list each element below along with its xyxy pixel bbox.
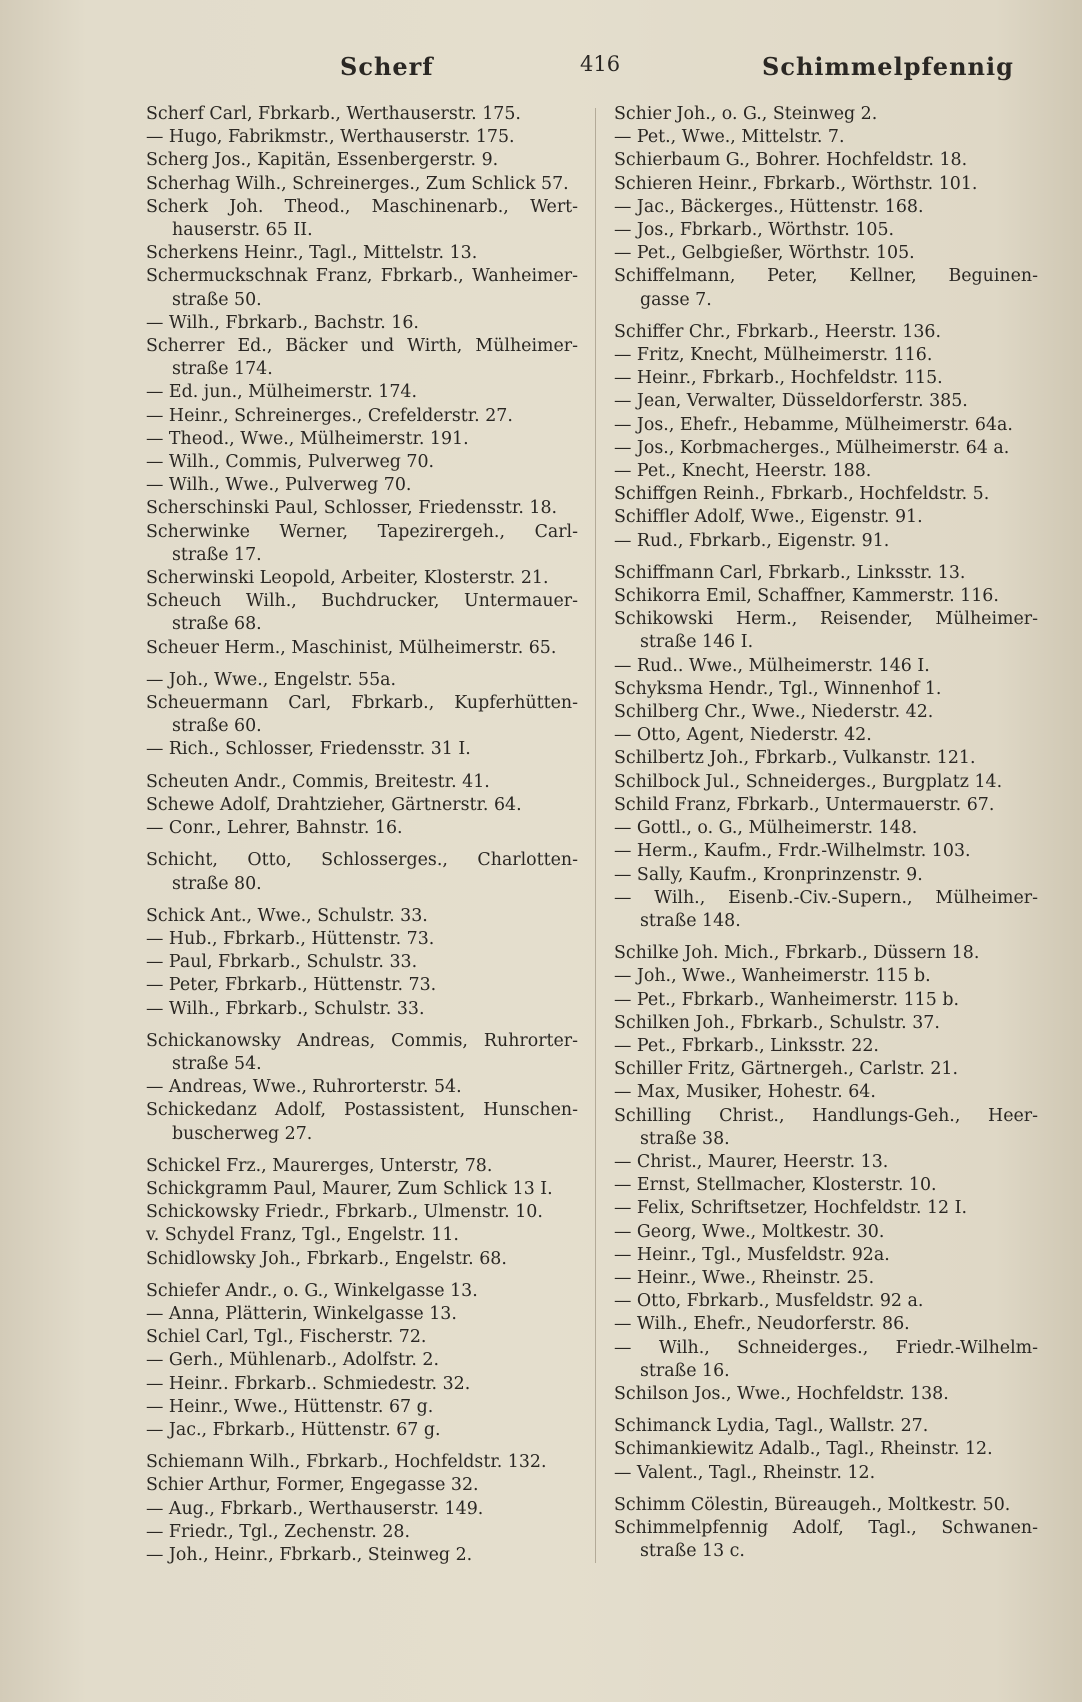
entry-line: — Paul, Fbrkarb., Schulstr. 33. xyxy=(146,952,418,973)
directory-entry xyxy=(146,497,578,520)
directory-entry xyxy=(146,521,578,567)
directory-entry xyxy=(146,1373,578,1396)
directory-entry xyxy=(146,771,578,794)
directory-entry xyxy=(146,1224,578,1247)
entry-line: — Hugo, Fabrikmstr., Werthauserstr. 175. xyxy=(146,127,515,148)
directory-entry xyxy=(614,437,1038,460)
entry-line: — Heinr., Wwe., Rheinstr. 25. xyxy=(614,1267,875,1288)
entry-line: — Otto, Agent, Niederstr. 42. xyxy=(614,725,872,746)
entry-line: Scherwinski Leopold, Arbeiter, Klosterstr. 21. xyxy=(146,568,549,589)
directory-entry xyxy=(146,1474,578,1497)
entry-line: — Pet., Gelbgießer, Wörthstr. 105. xyxy=(614,243,915,264)
entry-line: — Heinr., Tgl., Musfeldstr. 92a. xyxy=(614,1244,890,1265)
directory-entry xyxy=(614,942,1038,965)
entry-line: Schimankiewitz Adalb., Tagl., Rheinstr. 12. xyxy=(614,1439,993,1460)
entry-line: Schikowski Herm., Reisender, Mülheimer- xyxy=(614,609,1038,630)
entry-line: — Georg, Wwe., Moltkestr. 30. xyxy=(614,1221,885,1242)
entry-line: Schickanowsky Andreas, Commis, Ruhrorter- xyxy=(146,1030,578,1051)
entry-line: — Christ., Maurer, Heerstr. 13. xyxy=(614,1151,889,1172)
entry-continuation: gasse 7. xyxy=(640,289,712,310)
directory-entry xyxy=(614,321,1038,344)
directory-entry xyxy=(614,1494,1038,1517)
directory-entry xyxy=(146,1099,578,1145)
entry-line: — Gottl., o. G., Mülheimerstr. 148. xyxy=(614,818,918,839)
directory-entry xyxy=(614,562,1038,585)
entry-line: — Jos., Fbrkarb., Wörthstr. 105. xyxy=(614,220,895,241)
directory-entry xyxy=(146,1303,578,1326)
entry-line: — Rich., Schlosser, Friedensstr. 31 I. xyxy=(146,739,471,760)
right-column xyxy=(614,103,1038,1563)
directory-entry xyxy=(614,817,1038,840)
entry-line: Schier Joh., o. G., Steinweg 2. xyxy=(614,104,878,124)
directory-entry xyxy=(614,1438,1038,1461)
entry-line: Scherschinski Paul, Schlosser, Friedensstr. 18. xyxy=(146,498,558,519)
directory-entry xyxy=(146,998,578,1021)
entry-line: Scherkens Heinr., Tagl., Mittelstr. 13. xyxy=(146,243,478,264)
entry-line: — Herm., Kaufm., Frdr.-Wilhelmstr. 103. xyxy=(614,841,971,862)
entry-line: Schiemann Wilh., Fbrkarb., Hochfeldstr. 132. xyxy=(146,1452,547,1473)
entry-line: Schewe Adolf, Drahtzieher, Gärtnerstr. 64. xyxy=(146,794,522,815)
entry-line: — Heinr., Wwe., Hüttenstr. 67 g. xyxy=(146,1396,434,1417)
entry-line: Schieren Heinr., Fbrkarb., Wörthstr. 101. xyxy=(614,173,978,194)
directory-entry xyxy=(614,1105,1038,1151)
directory-entry xyxy=(614,989,1038,1012)
entry-line: — Jean, Verwalter, Düsseldorferstr. 385. xyxy=(614,391,968,412)
entry-line: — Pet., Fbrkarb., Wanheimerstr. 115 b. xyxy=(614,989,959,1010)
directory-entry xyxy=(614,1244,1038,1267)
directory-entry xyxy=(146,567,578,590)
entry-line: — Jos., Ehefr., Hebamme, Mülheimerstr. 64a. xyxy=(614,414,1013,435)
entry-line: Scherhag Wilh., Schreinerges., Zum Schlick 57. xyxy=(146,173,569,194)
entry-continuation: straße 174. xyxy=(172,359,273,380)
entry-line: Scherk Joh. Theod., Maschinenarb., Wert- xyxy=(146,196,578,217)
directory-entry xyxy=(614,701,1038,724)
directory-entry xyxy=(614,149,1038,172)
entry-line: Scheuch Wilh., Buchdrucker, Untermauer- xyxy=(146,591,578,612)
entry-line: Scherwinke Werner, Tapezirergeh., Carl- xyxy=(146,521,578,542)
directory-entry xyxy=(614,1035,1038,1058)
directory-entry xyxy=(146,1349,578,1372)
directory-entry xyxy=(146,928,578,951)
directory-entry xyxy=(146,1419,578,1442)
entry-line: Schilson Jos., Wwe., Hochfeldstr. 138. xyxy=(614,1383,949,1404)
entry-line: — Max, Musiker, Hohestr. 64. xyxy=(614,1082,876,1103)
entry-line: — Hub., Fbrkarb., Hüttenstr. 73. xyxy=(146,928,435,949)
directory-entry xyxy=(614,483,1038,506)
entry-line: — Andreas, Wwe., Ruhrorterstr. 54. xyxy=(146,1077,462,1098)
entry-line: — Conr., Lehrer, Bahnstr. 16. xyxy=(146,818,403,839)
entry-line: — Ed. jun., Mülheimerstr. 174. xyxy=(146,382,417,403)
directory-entry xyxy=(614,506,1038,529)
entry-line: — Heinr., Schreinerges., Crefelderstr. 27. xyxy=(146,405,513,426)
directory-entry xyxy=(614,1517,1038,1563)
directory-entry xyxy=(146,381,578,404)
directory-entry xyxy=(614,367,1038,390)
directory-entry xyxy=(146,1451,578,1474)
directory-entry xyxy=(614,1197,1038,1220)
entry-continuation: straße 16. xyxy=(640,1360,730,1381)
directory-entry xyxy=(146,405,578,428)
directory-entry xyxy=(614,965,1038,988)
directory-entry xyxy=(146,196,578,242)
directory-entry xyxy=(614,460,1038,483)
directory-entry xyxy=(614,747,1038,770)
entry-continuation: hauserstr. 65 II. xyxy=(172,220,313,241)
directory-entry xyxy=(614,887,1038,933)
directory-entry xyxy=(146,265,578,311)
directory-entry xyxy=(614,173,1038,196)
entry-line: Scherg Jos., Kapitän, Essenbergerstr. 9. xyxy=(146,150,499,171)
entry-line: Scherrer Ed., Bäcker und Wirth, Mülheimer- xyxy=(146,336,578,357)
entry-line: Scheuermann Carl, Fbrkarb., Kupferhütten- xyxy=(146,693,578,714)
entry-line: — Fritz, Knecht, Mülheimerstr. 116. xyxy=(614,345,933,366)
entry-line: Schiel Carl, Tgl., Fischerstr. 72. xyxy=(146,1327,427,1348)
entry-continuation: buscherweg 27. xyxy=(172,1123,313,1144)
directory-entry xyxy=(614,265,1038,311)
directory-entry xyxy=(614,1462,1038,1485)
entry-line: — Wilh., Fbrkarb., Schulstr. 33. xyxy=(146,998,425,1019)
directory-entry xyxy=(614,1383,1038,1406)
directory-entry xyxy=(146,335,578,381)
entry-line: Schimmelpfennig Adolf, Tagl., Schwanen- xyxy=(614,1517,1038,1538)
entry-continuation: straße 148. xyxy=(640,910,741,931)
directory-entry xyxy=(614,390,1038,413)
directory-entry xyxy=(614,103,1038,126)
running-header xyxy=(0,52,1082,92)
entry-continuation: straße 17. xyxy=(172,544,262,565)
directory-entry xyxy=(614,1058,1038,1081)
directory-entry xyxy=(146,1155,578,1178)
directory-entry xyxy=(146,126,578,149)
entry-line: — Ernst, Stellmacher, Klosterstr. 10. xyxy=(614,1175,937,1196)
directory-entry xyxy=(146,1498,578,1521)
directory-entry xyxy=(614,840,1038,863)
header-first-entry: Scherf xyxy=(340,52,434,81)
directory-entry xyxy=(146,451,578,474)
entry-line: Scherf Carl, Fbrkarb., Werthauserstr. 175. xyxy=(146,104,521,124)
entry-continuation: straße 38. xyxy=(640,1128,730,1149)
directory-entry xyxy=(146,1280,578,1303)
entry-line: — Theod., Wwe., Mülheimerstr. 191. xyxy=(146,428,469,449)
entry-line: Schier Arthur, Former, Engegasse 32. xyxy=(146,1475,479,1496)
directory-entry xyxy=(146,1076,578,1099)
entry-line: — Otto, Fbrkarb., Musfeldstr. 92 a. xyxy=(614,1291,924,1312)
entry-line: Schidlowsky Joh., Fbrkarb., Engelstr. 68. xyxy=(146,1248,507,1269)
entry-line: Schierbaum G., Bohrer. Hochfeldstr. 18. xyxy=(614,150,968,171)
directory-entry xyxy=(614,1415,1038,1438)
entry-line: Schilken Joh., Fbrkarb., Schulstr. 37. xyxy=(614,1012,940,1033)
entry-line: — Friedr., Tgl., Zechenstr. 28. xyxy=(146,1521,410,1542)
entry-line: — Wilh., Schneiderges., Friedr.-Wilhelm- xyxy=(614,1337,1038,1358)
directory-entry xyxy=(614,414,1038,437)
entry-line: — Pet., Wwe., Mittelstr. 7. xyxy=(614,127,845,148)
directory-entry xyxy=(146,669,578,692)
directory-entry xyxy=(146,1030,578,1076)
entry-line: v. Schydel Franz, Tgl., Engelstr. 11. xyxy=(146,1225,459,1246)
directory-entry xyxy=(146,103,578,126)
entry-line: — Pet., Knecht, Heerstr. 188. xyxy=(614,461,872,482)
directory-entry xyxy=(146,1178,578,1201)
entry-line: — Jac., Bäckerges., Hüttenstr. 168. xyxy=(614,196,924,217)
entry-line: Schiffelmann, Peter, Kellner, Beguinen- xyxy=(614,266,1038,287)
directory-entry xyxy=(614,1174,1038,1197)
entry-line: Schilbertz Joh., Fbrkarb., Vulkanstr. 121. xyxy=(614,748,976,769)
directory-entry xyxy=(614,678,1038,701)
entry-continuation: straße 13 c. xyxy=(640,1541,745,1562)
directory-entry xyxy=(614,196,1038,219)
entry-line: Schermuckschnak Franz, Fbrkarb., Wanheimer- xyxy=(146,266,578,287)
directory-entry xyxy=(614,724,1038,747)
directory-entry xyxy=(146,692,578,738)
entry-line: Schiffgen Reinh., Fbrkarb., Hochfeldstr. 5. xyxy=(614,484,990,505)
directory-entry xyxy=(146,974,578,997)
entry-line: — Aug., Fbrkarb., Werthauserstr. 149. xyxy=(146,1498,484,1519)
directory-entry xyxy=(614,1290,1038,1313)
entry-line: Scheuten Andr., Commis, Breitestr. 41. xyxy=(146,771,490,792)
header-last-entry: Schimmelpfennig xyxy=(762,52,1014,81)
entry-line: — Joh., Heinr., Fbrkarb., Steinweg 2. xyxy=(146,1544,473,1565)
entry-line: Schyksma Hendr., Tgl., Winnenhof 1. xyxy=(614,678,942,699)
entry-line: Schild Franz, Fbrkarb., Untermauerstr. 67. xyxy=(614,794,995,815)
entry-line: — Heinr.. Fbrkarb.. Schmiedestr. 32. xyxy=(146,1373,471,1394)
entry-line: — Rud., Fbrkarb., Eigenstr. 91. xyxy=(614,530,890,551)
entry-continuation: straße 60. xyxy=(172,716,262,737)
entry-line: Schick Ant., Wwe., Schulstr. 33. xyxy=(146,905,428,926)
entry-line: Schilling Christ., Handlungs-Geh., Heer- xyxy=(614,1105,1038,1126)
entry-line: Schikorra Emil, Schaffner, Kammerstr. 116. xyxy=(614,586,999,607)
entry-line: — Sally, Kaufm., Kronprinzenstr. 9. xyxy=(614,864,923,885)
entry-line: Schiffler Adolf, Wwe., Eigenstr. 91. xyxy=(614,507,923,528)
directory-entry xyxy=(146,312,578,335)
entry-line: Schimm Cölestin, Büreaugeh., Moltkestr. 50. xyxy=(614,1494,1011,1515)
entry-line: Schicht, Otto, Schlosserges., Charlotten- xyxy=(146,850,578,871)
entry-line: — Jos., Korbmacherges., Mülheimerstr. 64 a. xyxy=(614,437,1010,458)
entry-line: — Wilh., Wwe., Pulverweg 70. xyxy=(146,475,412,496)
directory-entry xyxy=(146,951,578,974)
directory-entry xyxy=(146,1544,578,1567)
directory-entry xyxy=(614,794,1038,817)
entry-line: — Rud.. Wwe., Mülheimerstr. 146 I. xyxy=(614,655,930,676)
entry-line: — Anna, Plätterin, Winkelgasse 13. xyxy=(146,1303,457,1324)
entry-line: — Wilh., Eisenb.-Civ.-Supern., Mülheimer- xyxy=(614,887,1038,908)
entry-line: Schickowsky Friedr., Fbrkarb., Ulmenstr. 10. xyxy=(146,1202,543,1223)
column-divider xyxy=(595,108,596,1563)
entry-line: — Heinr., Fbrkarb., Hochfeldstr. 115. xyxy=(614,368,943,389)
directory-entry xyxy=(614,1337,1038,1383)
entry-line: — Jac., Fbrkarb., Hüttenstr. 67 g. xyxy=(146,1419,441,1440)
left-column xyxy=(146,103,578,1567)
directory-entry xyxy=(146,1248,578,1271)
entry-line: Schimanck Lydia, Tagl., Wallstr. 27. xyxy=(614,1416,929,1437)
directory-entry xyxy=(146,590,578,636)
directory-entry xyxy=(146,428,578,451)
directory-entry xyxy=(614,655,1038,678)
entry-line: Schilberg Chr., Wwe., Niederstr. 42. xyxy=(614,702,934,723)
entry-line: — Valent., Tagl., Rheinstr. 12. xyxy=(614,1462,876,1483)
entry-line: Schiefer Andr., o. G., Winkelgasse 13. xyxy=(146,1280,478,1301)
directory-entry xyxy=(614,219,1038,242)
directory-entry xyxy=(146,1521,578,1544)
directory-entry xyxy=(146,738,578,761)
directory-entry xyxy=(614,1267,1038,1290)
directory-entry xyxy=(146,905,578,928)
directory-entry xyxy=(614,530,1038,553)
directory-entry xyxy=(614,1151,1038,1174)
entry-continuation: straße 80. xyxy=(172,873,262,894)
directory-entry xyxy=(614,771,1038,794)
directory-entry xyxy=(146,1326,578,1349)
directory-entry xyxy=(146,1396,578,1419)
entry-line: — Pet., Fbrkarb., Linksstr. 22. xyxy=(614,1035,879,1056)
directory-entry xyxy=(614,344,1038,367)
directory-entry xyxy=(146,637,578,660)
entry-line: Schickgramm Paul, Maurer, Zum Schlick 13 I. xyxy=(146,1178,553,1199)
entry-line: — Peter, Fbrkarb., Hüttenstr. 73. xyxy=(146,975,437,996)
entry-line: — Wilh., Commis, Pulverweg 70. xyxy=(146,452,435,473)
directory-entry xyxy=(146,173,578,196)
directory-entry xyxy=(146,794,578,817)
entry-continuation: straße 54. xyxy=(172,1053,262,1074)
entry-line: — Gerh., Mühlenarb., Adolfstr. 2. xyxy=(146,1350,439,1371)
entry-line: Schiffer Chr., Fbrkarb., Heerstr. 136. xyxy=(614,321,941,342)
entry-continuation: straße 50. xyxy=(172,289,262,310)
entry-continuation: straße 68. xyxy=(172,614,262,635)
directory-entry xyxy=(146,1201,578,1224)
entry-line: — Wilh., Fbrkarb., Bachstr. 16. xyxy=(146,312,419,333)
directory-entry xyxy=(614,242,1038,265)
entry-continuation: straße 146 I. xyxy=(640,632,754,653)
entry-line: — Joh., Wwe., Engelstr. 55a. xyxy=(146,669,397,690)
entry-line: — Felix, Schriftsetzer, Hochfeldstr. 12 I. xyxy=(614,1198,968,1219)
entry-line: Schickedanz Adolf, Postassistent, Hunschen- xyxy=(146,1100,578,1121)
directory-entry xyxy=(146,474,578,497)
page-number: 416 xyxy=(580,52,621,76)
directory-entry xyxy=(614,585,1038,608)
entry-line: — Joh., Wwe., Wanheimerstr. 115 b. xyxy=(614,966,931,987)
entry-line: — Wilh., Ehefr., Neudorferstr. 86. xyxy=(614,1314,910,1335)
entry-line: Scheuer Herm., Maschinist, Mülheimerstr. 65. xyxy=(146,637,557,658)
entry-line: Schilke Joh. Mich., Fbrkarb., Düssern 18. xyxy=(614,943,980,964)
entry-line: Schickel Frz., Maurerges, Unterstr, 78. xyxy=(146,1155,493,1176)
directory-entry xyxy=(614,1221,1038,1244)
directory-entry xyxy=(614,1081,1038,1104)
directory-entry xyxy=(146,149,578,172)
entry-line: Schiller Fritz, Gärtnergeh., Carlstr. 21. xyxy=(614,1059,958,1080)
directory-entry xyxy=(146,242,578,265)
directory-entry xyxy=(146,817,578,840)
directory-entry xyxy=(614,608,1038,654)
directory-entry xyxy=(614,126,1038,149)
directory-entry xyxy=(146,849,578,895)
directory-entry xyxy=(614,864,1038,887)
entry-line: Schiffmann Carl, Fbrkarb., Linksstr. 13. xyxy=(614,562,966,583)
directory-entry xyxy=(614,1313,1038,1336)
entry-line: Schilbock Jul., Schneiderges., Burgplatz 14. xyxy=(614,771,1003,792)
directory-entry xyxy=(614,1012,1038,1035)
